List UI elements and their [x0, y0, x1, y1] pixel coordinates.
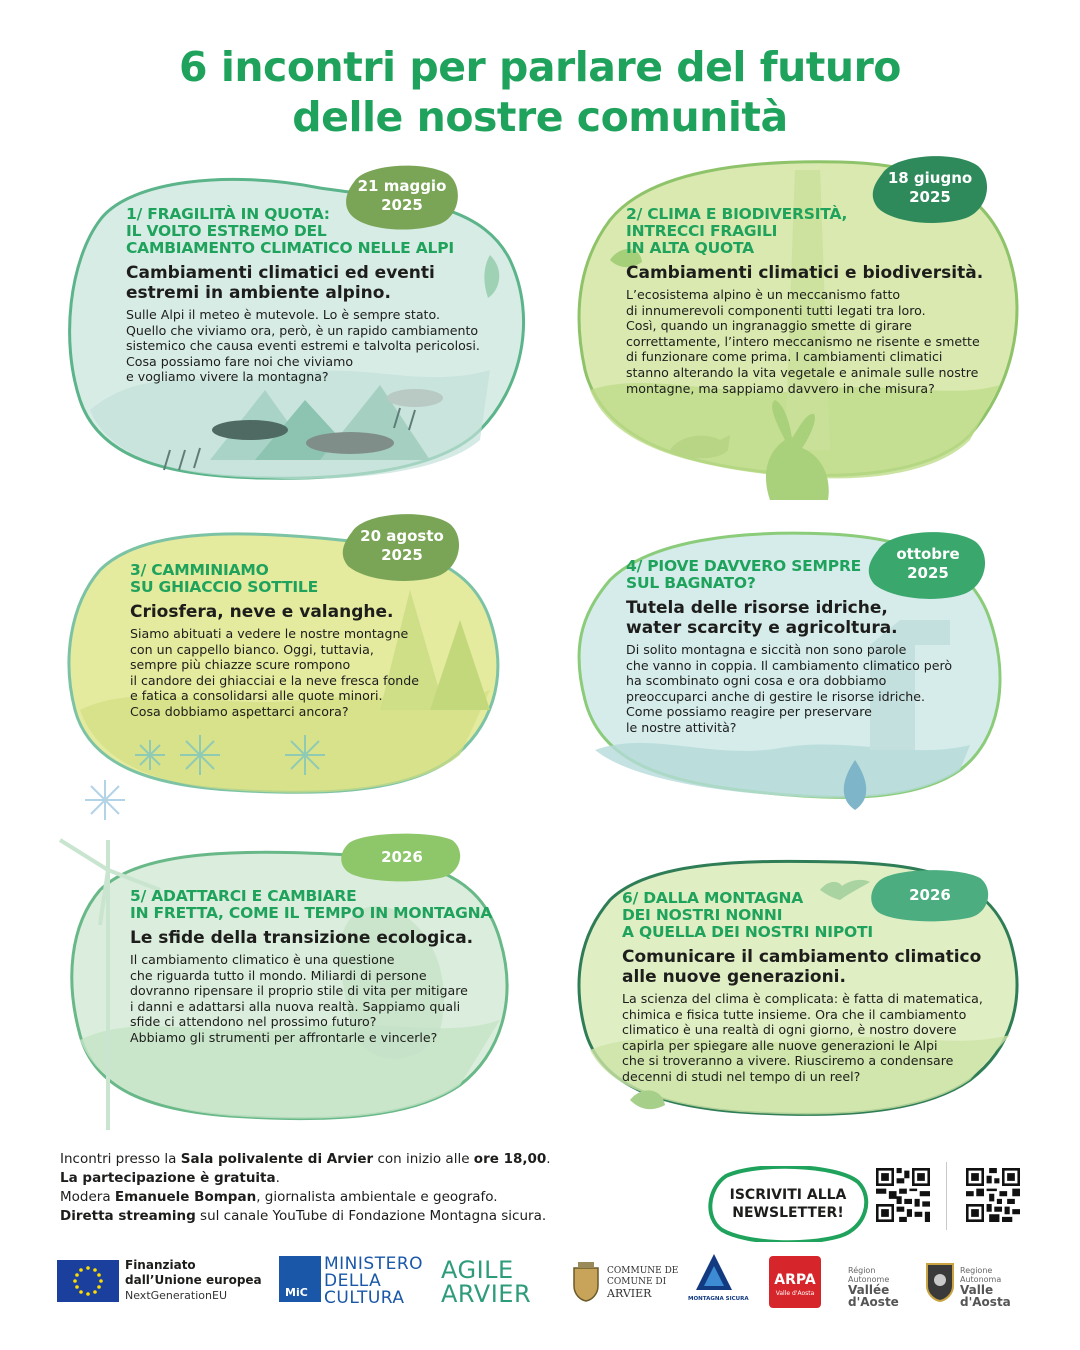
- date-6-line-1: 2026: [909, 885, 951, 904]
- mic-logo: MiC: [279, 1256, 321, 1302]
- event-1-subtitle: Cambiamenti climatici ed eventi estremi in ambiente alpino.: [126, 263, 435, 303]
- info-line-moderator: Modera Emanuele Bompan, giornalista ambientale e geografo.: [60, 1189, 498, 1205]
- eu-flag-logo: [57, 1260, 119, 1302]
- info-line-streaming: Diretta streaming sul canale YouTube di Fondazione Montagna sicura.: [60, 1208, 547, 1224]
- date-badge-5: [340, 832, 464, 882]
- date-1-line-1: 21 maggio: [357, 177, 447, 195]
- cloud-icon: [387, 389, 443, 407]
- agile-arvier-logo: AGILE ARVIER: [441, 1256, 532, 1308]
- event-6-title: 6/ DALLA MONTAGNA DEI NOSTRI NONNI A QUELLA DEI NOSTRI NIPOTI: [622, 889, 873, 941]
- event-2-title: 2/ CLIMA E BIODIVERSITÀ, INTRECCI FRAGILI IN ALTA QUOTA: [626, 205, 848, 257]
- title-line-2: delle nostre comunità: [292, 93, 788, 141]
- comune-arvier-label: COMMUNE DE COMUNE DI ARVIER: [607, 1266, 679, 1300]
- event-3-description: Siamo abituati a vedere le nostre montagne con un cappello bianco. Oggi, tuttavia, sempre più chiazze scure rompono il candore dei ghiacciai e la neve fresca fonde e fatica a consolidarsi alle quote minori. Cosa dobbiamo aspettarci ancora?: [130, 626, 420, 719]
- event-card-6: [570, 850, 1030, 1140]
- snowflake-icon: [85, 780, 125, 820]
- event-6-subtitle: Comunicare il cambiamento climatico alle nuove generazioni.: [622, 947, 982, 987]
- date-3-line-2: 2025: [381, 546, 423, 564]
- event-card-3: [60, 510, 520, 810]
- qr-code-icon[interactable]: [876, 1168, 930, 1222]
- date-5-line-1: 2026: [381, 847, 423, 866]
- event-2-description: L’ecosistema alpino è un meccanismo fatto di innumerevoli componenti tutti legati tra loro. Così, quando un ingranaggio smette di girare correttamente, l’intero meccanismo ne risente e smette di funzionare come prima. I cambiamenti climatici stanno alterando la vita vegetale e animale sulle nostre montagne, ma sappiamo davvero in che misura?: [626, 287, 980, 396]
- eu-funding-label: Finanziato dall’Unione europea NextGenerationEU: [125, 1258, 262, 1302]
- date-2-line-2: 2025: [909, 188, 951, 206]
- event-5-title: 5/ ADATTARCI E CAMBIARE IN FRETTA, COME IL TEMPO IN MONTAGNA: [130, 887, 493, 922]
- date-4-line-2: 2025: [907, 564, 949, 582]
- page-title: [0, 42, 1080, 142]
- arpa-logo: ARPA Valle d'Aosta: [769, 1256, 821, 1308]
- event-card-5: [60, 830, 530, 1140]
- event-1-description: Sulle Alpi il meteo è mutevole. Lo è sempre stato. Quello che viviamo ora, però, è un rapido cambiamento sistemico che causa eventi estremi e talvolta pericolosi. Cosa possiamo fare noi che viviamo e vogliamo vivere la montagna?: [126, 307, 480, 385]
- event-6-description: La scienza del clima è complicata: è fatta di matematica, chimica e fisica tutte insieme. Ora che il cambiamento climatico è una realtà di ogni giorno, è nostro dovere capirla per spiegare alle nuove generazioni le Alpi che si troveranno a vivere. Riusciremo a condensare decenni di studi nel tempo di un reel?: [622, 991, 983, 1084]
- ministero-cultura-label: MINISTERO DELLA CULTURA: [324, 1254, 424, 1308]
- region-vda-label-it: Regione Autonoma Valle d'Aosta: [960, 1266, 1011, 1309]
- info-line-venue: Incontri presso la Sala polivalente di Arvier con inizio alle ore 18,00.: [60, 1151, 551, 1167]
- event-card-1: [60, 160, 530, 500]
- event-3-title: 3/ CAMMINIAMO SU GHIACCIO SOTTILE: [130, 561, 318, 596]
- event-3-subtitle: Criosfera, neve e valanghe.: [130, 602, 394, 622]
- info-line-free: La partecipazione è gratuita.: [60, 1170, 280, 1186]
- event-info: [60, 1150, 551, 1226]
- cloud-icon: [212, 420, 288, 440]
- region-crest-icon: [924, 1258, 956, 1302]
- title-line-1: 6 incontri per parlare del futuro: [179, 43, 901, 91]
- date-2-line-1: 18 giugno: [887, 169, 973, 187]
- date-4-line-1: ottobre: [896, 545, 960, 563]
- qr-code-icon[interactable]: [966, 1168, 1020, 1222]
- event-card-2: [570, 150, 1030, 520]
- event-4-description: Di solito montagna e siccità non sono parole che vanno in coppia. Il cambiamento climatico però ha scombinato ogni cosa e ora dobbiamo preoccuparci anche di gestire le risorse idriche. Come possiamo reagire per preservare le nostre attività?: [626, 642, 953, 735]
- region-vda-label-fr: Région Autonome Vallée d'Aoste: [848, 1266, 899, 1309]
- event-4-title: 4/ PIOVE DAVVERO SEMPRE SUL BAGNATO?: [626, 557, 862, 592]
- montagna-sicura-label: MONTAGNA SICURA: [688, 1296, 749, 1302]
- event-2-subtitle: Cambiamenti climatici e biodiversità.: [626, 263, 984, 283]
- date-3-line-1: 20 agosto: [360, 527, 444, 545]
- newsletter-button[interactable]: ISCRIVITI ALLA NEWSLETTER!: [706, 1166, 870, 1242]
- event-5-subtitle: Le sfide della transizione ecologica.: [130, 928, 474, 948]
- divider: [946, 1162, 947, 1230]
- event-4-subtitle: Tutela delle risorse idriche, water scarcity e agricoltura.: [626, 598, 898, 638]
- partner-logos: [0, 1248, 1080, 1318]
- event-5-description: Il cambiamento climatico è una questione che riguarda tutto il mondo. Miliardi di persone dovranno ripensare il proprio stile di vita per mitigare i danni e adattarsi alla nuova realtà. Sappiamo quali sfide ci attendono nel prossimo futuro? Abbiamo gli strumenti per affrontarle e vincerle?: [130, 952, 468, 1045]
- comune-arvier-crest: [570, 1260, 602, 1302]
- montagna-sicura-logo: [694, 1252, 734, 1292]
- cloud-icon: [306, 432, 394, 454]
- event-1-title: 1/ FRAGILITÀ IN QUOTA: IL VOLTO ESTREMO DEL CAMBIAMENTO CLIMATICO NELLE ALPI: [126, 205, 454, 257]
- event-card-4: [570, 520, 1020, 840]
- date-1-line-2: 2025: [381, 196, 423, 214]
